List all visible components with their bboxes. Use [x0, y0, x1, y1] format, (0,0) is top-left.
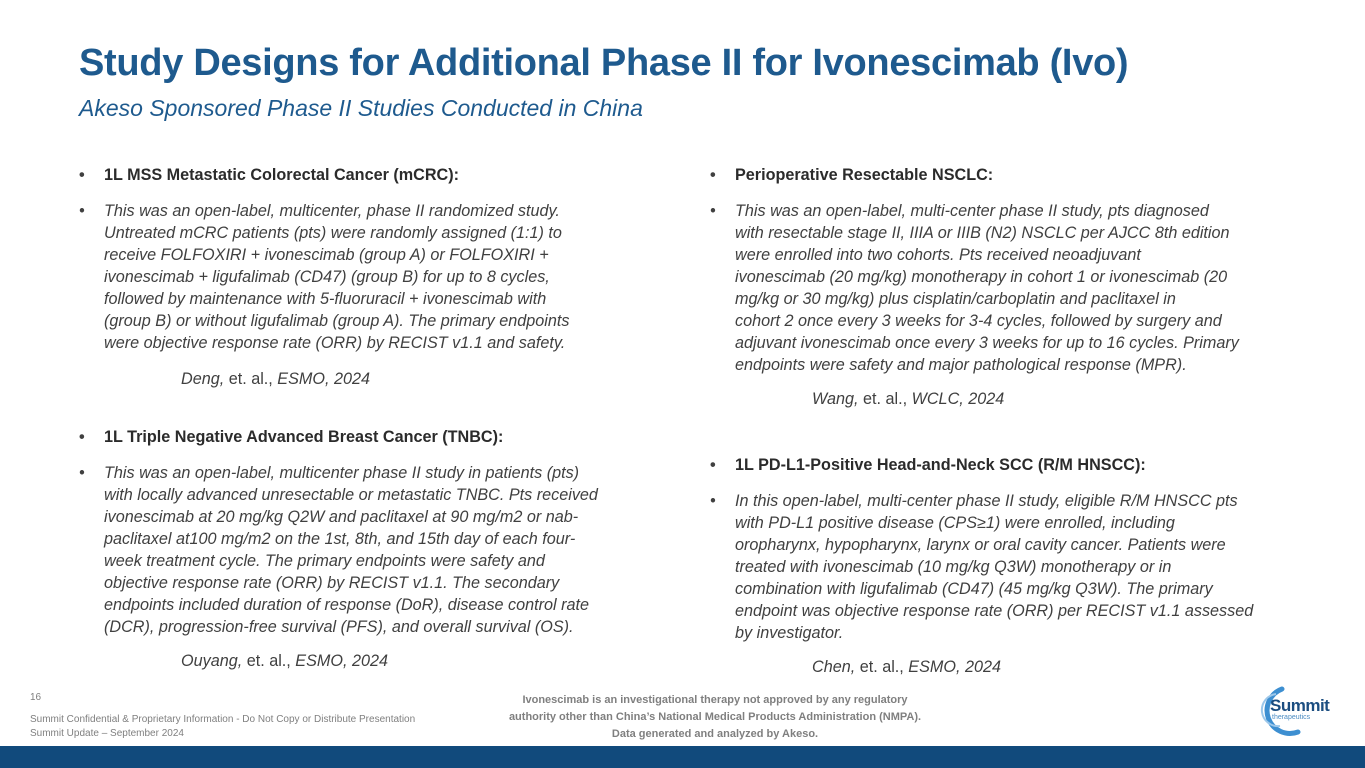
confidential-notice: Summit Confidential & Proprietary Information - Do Not Copy or Distribute Presentation — [30, 714, 416, 725]
citation-source: ESMO, 2024 — [295, 652, 388, 670]
bullet-icon: • — [710, 456, 716, 474]
body-line: (group B) or without ligufalimab (group A). The primary endpoints — [104, 312, 570, 330]
body-line: endpoints were safety and major pathological response (MPR). — [735, 356, 1187, 374]
body-line: combination with ligufalimab (CD47) (45 mg/kg Q3W). The primary — [735, 580, 1213, 598]
body-line: cohort 2 once every 3 weeks for 3-4 cycles, followed by surgery and — [735, 312, 1222, 330]
right-column — [710, 164, 1310, 678]
study-description-mcrc — [79, 200, 659, 354]
study-description-nsclc — [710, 200, 1310, 376]
study-heading-mcrc — [79, 164, 659, 186]
citation-source: ESMO, 2024 — [277, 370, 370, 388]
citation-hnscc — [710, 656, 1310, 678]
body-line: endpoint was objective response rate (ORR) per RECIST v1.1 assessed — [735, 602, 1254, 620]
citation-etal: et. al., — [855, 658, 909, 676]
citation-author: Deng, — [181, 370, 225, 388]
body-line: oropharynx, hypopharynx, larynx or oral cavity cancer. Patients were — [735, 536, 1226, 554]
study-description-tnbc — [79, 462, 659, 638]
body-line: mg/kg or 30 mg/kg) plus cisplatin/carboplatin and paclitaxel in — [735, 290, 1176, 308]
bullet-icon: • — [79, 166, 85, 184]
citation-etal: et. al., — [242, 652, 296, 670]
citation-author: Wang, — [812, 390, 859, 408]
citation-author: Chen, — [812, 658, 856, 676]
citation-etal: et. al., — [224, 370, 278, 388]
citation-nsclc — [710, 388, 1310, 410]
regulatory-disclaimer — [440, 692, 990, 743]
bullet-icon: • — [79, 202, 85, 220]
body-line: In this open-label, multi-center phase II study, eligible R/M HNSCC pts — [735, 492, 1238, 510]
body-line: with resectable stage II, IIIA or IIIB (N2) NSCLC per AJCC 8th edition — [735, 224, 1230, 242]
body-line: receive FOLFOXIRI + ivonescimab (group A) or FOLFOXIRI + — [104, 246, 549, 264]
study-heading-text: 1L PD-L1-Positive Head-and-Neck SCC (R/M HNSCC): — [735, 456, 1146, 474]
body-line: week treatment cycle. The primary endpoints were safety and — [104, 552, 545, 570]
page-number: 16 — [30, 692, 42, 703]
body-line: endpoints included duration of response (DoR), disease control rate — [104, 596, 590, 614]
summit-logo — [1258, 684, 1340, 738]
citation-tnbc — [79, 650, 659, 672]
study-heading-nsclc — [710, 164, 1310, 186]
citation-source: WCLC, 2024 — [911, 390, 1005, 408]
body-line: This was an open-label, multicenter phase II study in patients (pts) — [104, 464, 580, 482]
logo-name: Summit — [1270, 696, 1330, 715]
citation-author: Ouyang, — [181, 652, 243, 670]
bullet-icon: • — [710, 166, 716, 184]
bullet-icon: • — [710, 202, 716, 220]
body-line: by investigator. — [735, 624, 844, 642]
body-line: followed by maintenance with 5-fluoruracil + ivonescimab with — [104, 290, 547, 308]
study-heading-text: Perioperative Resectable NSCLC: — [735, 166, 994, 184]
left-column — [79, 164, 659, 672]
footer-info — [30, 713, 415, 741]
citation-source: ESMO, 2024 — [908, 658, 1001, 676]
logo-tagline: therapeutics — [1272, 714, 1311, 721]
body-line: treated with ivonescimab (10 mg/kg Q3W) monotherapy or in — [735, 558, 1172, 576]
disclaimer-line: Data generated and analyzed by Akeso. — [611, 728, 819, 740]
body-line: were enrolled into two cohorts. Pts received neoadjuvant — [735, 246, 1141, 264]
bullet-icon: • — [710, 492, 716, 510]
bottom-bar — [0, 746, 1365, 768]
body-line: This was an open-label, multicenter, phase II randomized study. — [104, 202, 560, 220]
body-line: with PD-L1 positive disease (CPS≥1) were enrolled, including — [735, 514, 1175, 532]
body-line: ivonescimab at 20 mg/kg Q2W and paclitaxel at 90 mg/m2 or nab- — [104, 508, 579, 526]
body-line: ivonescimab (20 mg/kg) monotherapy in cohort 1 or ivonescimab (20 — [735, 268, 1228, 286]
study-heading-tnbc — [79, 426, 659, 448]
study-heading-text: 1L MSS Metastatic Colorectal Cancer (mCRC): — [104, 166, 460, 184]
disclaimer-line: authority other than China’s National Medical Products Administration (NMPA). — [508, 711, 922, 723]
body-line: were objective response rate (ORR) by RECIST v1.1 and safety. — [104, 334, 566, 352]
body-line: ivonescimab + ligufalimab (CD47) (group B) for up to 8 cycles, — [104, 268, 550, 286]
body-line: (DCR), progression-free survival (PFS), and overall survival (OS). — [104, 618, 574, 636]
update-date: Summit Update – September 2024 — [30, 728, 184, 739]
bullet-icon: • — [79, 464, 85, 482]
body-line: paclitaxel at100 mg/m2 on the 1st, 8th, and 15th day of each four- — [104, 530, 576, 548]
disclaimer-line: Ivonescimab is an investigational therapy not approved by any regulatory — [522, 694, 908, 706]
citation-mcrc — [79, 368, 659, 390]
body-line: objective response rate (ORR) by RECIST v1.1. The secondary — [104, 574, 560, 592]
study-heading-hnscc — [710, 454, 1310, 476]
body-line: Untreated mCRC patients (pts) were randomly assigned (1:1) to — [104, 224, 562, 242]
body-line: This was an open-label, multi-center phase II study, pts diagnosed — [735, 202, 1209, 220]
study-description-hnscc — [710, 490, 1310, 644]
body-line: adjuvant ivonescimab once every 3 weeks for up to 16 cycles. Primary — [735, 334, 1239, 352]
citation-etal: et. al., — [858, 390, 912, 408]
study-heading-text: 1L Triple Negative Advanced Breast Cancer (TNBC): — [104, 428, 504, 446]
slide-title: Study Designs for Additional Phase II for Ivonescimab (Ivo) — [79, 42, 1129, 84]
slide-subtitle: Akeso Sponsored Phase II Studies Conducted in China — [79, 95, 643, 121]
body-line: with locally advanced unresectable or metastatic TNBC. Pts received — [104, 486, 598, 504]
bullet-icon: • — [79, 428, 85, 446]
